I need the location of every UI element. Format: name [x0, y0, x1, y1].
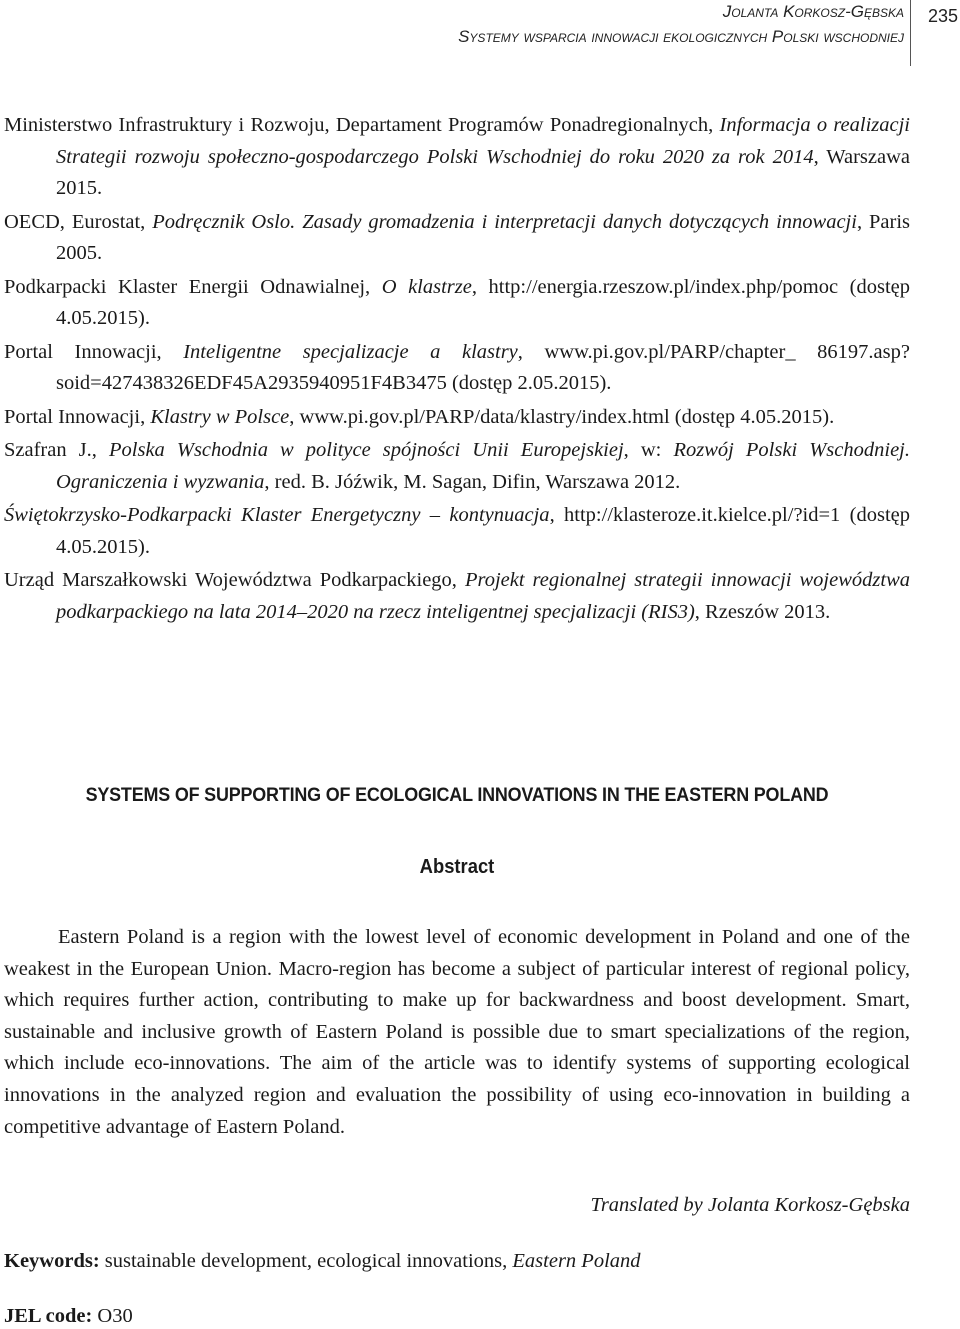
- jel-value: O30: [92, 1305, 133, 1327]
- reference-text: OECD, Eurostat,: [4, 210, 153, 233]
- english-title: SYSTEMS OF SUPPORTING OF ECOLOGICAL INNOVATIONS IN THE EASTERN POLAND: [85, 784, 829, 806]
- reference-title: O klastrze: [381, 275, 472, 298]
- reference-text: , Rzeszów 2013.: [694, 600, 831, 623]
- reference-title: Projekt regionalnej strategii innowacji województwa podkarpackiego na lata 2014–2020 na rzecz inteligentnej specjalizacji (RIS3): [56, 569, 910, 623]
- reference-text: Ministerstwo Infrastruktury i Rozwoju, Departament Programów Ponadregionalnych,: [4, 114, 720, 136]
- keywords-label: Keywords:: [4, 1250, 100, 1272]
- reference-entry: [4, 337, 910, 400]
- reference-text: , Paris 2005.: [56, 210, 911, 264]
- reference-entry: [4, 500, 910, 563]
- abstract-heading: Abstract: [419, 856, 495, 878]
- reference-text: ,: [91, 439, 109, 461]
- header-author: Jolanta Korkosz-Gębska: [722, 2, 904, 21]
- reference-text: Portal Innowacji,: [4, 340, 184, 363]
- reference-text: , www.pi.gov.pl/PARP/data/klastry/index.html (dostęp 4.05.2015).: [289, 405, 835, 428]
- reference-text: Portal Innowacji,: [4, 405, 151, 428]
- reference-entry: [4, 402, 910, 434]
- reference-title: Świętokrzysko-Podkarpacki Klaster Energetyczny – kontynuacja: [4, 504, 550, 526]
- reference-text: Podkarpacki Klaster Energii Odnawialnej,: [4, 275, 382, 298]
- reference-text: , red. B. Jóźwik, M. Sagan, Difin, Warszawa 2012.: [264, 470, 681, 493]
- reference-title: Polska Wschodnia w polityce spójności Unii Europejskiej: [109, 439, 624, 461]
- keywords-plain: sustainable development, ecological innovations,: [99, 1250, 513, 1272]
- reference-text: , w:: [623, 439, 674, 461]
- reference-entry: [4, 110, 910, 205]
- reference-text: , Warszawa 2015.: [56, 145, 911, 199]
- jel-label: JEL code:: [4, 1305, 93, 1327]
- abstract-text: Eastern Poland is a region with the lowest level of economic development in Poland and one of the weakest in the European Union. Macro-region has become a subject of particular interest of regional policy, which requires further action, contributing to make up for backwardness and boost development. Smart, sustainable and inclusive growth of Eastern Poland is possible due to smart specializations of the region, which include eco-innovations. The aim of the article was to identify systems of supporting ecological innovations in the analyzed region and evaluation the possibility of using eco-innovation in building a competitive advantage of Eastern Poland.: [4, 926, 910, 1138]
- reference-title: Rozwój Polski Wschodniej. Ograniczenia i wyzwania: [56, 439, 910, 493]
- reference-list: [4, 110, 910, 628]
- reference-entry: [4, 435, 910, 498]
- keywords-italic: Eastern Poland: [512, 1250, 641, 1272]
- header-title: Systemy wsparcia innowacji ekologicznych Polski wschodniej: [458, 27, 904, 46]
- reference-title: Klastry w Polsce: [150, 405, 290, 428]
- reference-text: Szafran J.: [4, 439, 92, 461]
- reference-text: Urząd Marszałkowski Województwa Podkarpackiego,: [4, 569, 465, 591]
- reference-title: Inteligentne specjalizacje a klastry: [183, 340, 518, 363]
- jel-code: [4, 1305, 133, 1328]
- reference-entry: [4, 207, 910, 270]
- keywords: [4, 1250, 641, 1273]
- reference-entry: [4, 272, 910, 335]
- reference-entry: [4, 565, 910, 628]
- reference-title: Podręcznik Oslo. Zasady gromadzenia i interpretacji danych dotyczących innowacji: [152, 210, 857, 233]
- reference-title: Informacja o realizacji Strategii rozwoju społeczno-gospodarczego Polski Wschodniej do roku 2020 za rok 2014: [56, 114, 911, 168]
- page-number: 235: [928, 6, 959, 26]
- header-divider: [910, 0, 911, 66]
- reference-text: , http://energia.rzeszow.pl/index.php/pomoc (dostęp 4.05.2015).: [56, 275, 910, 329]
- translator-note: Translated by Jolanta Korkosz-Gębska: [590, 1194, 910, 1216]
- reference-text: , http://klasteroze.it.kielce.pl/?id=1 (dostęp 4.05.2015).: [56, 504, 910, 558]
- reference-text: , www.pi.gov.pl/PARP/chapter_ 86197.asp?soid=427438326EDF45A2935940951F4B3475 (dostęp 2.05.2015).: [56, 340, 910, 394]
